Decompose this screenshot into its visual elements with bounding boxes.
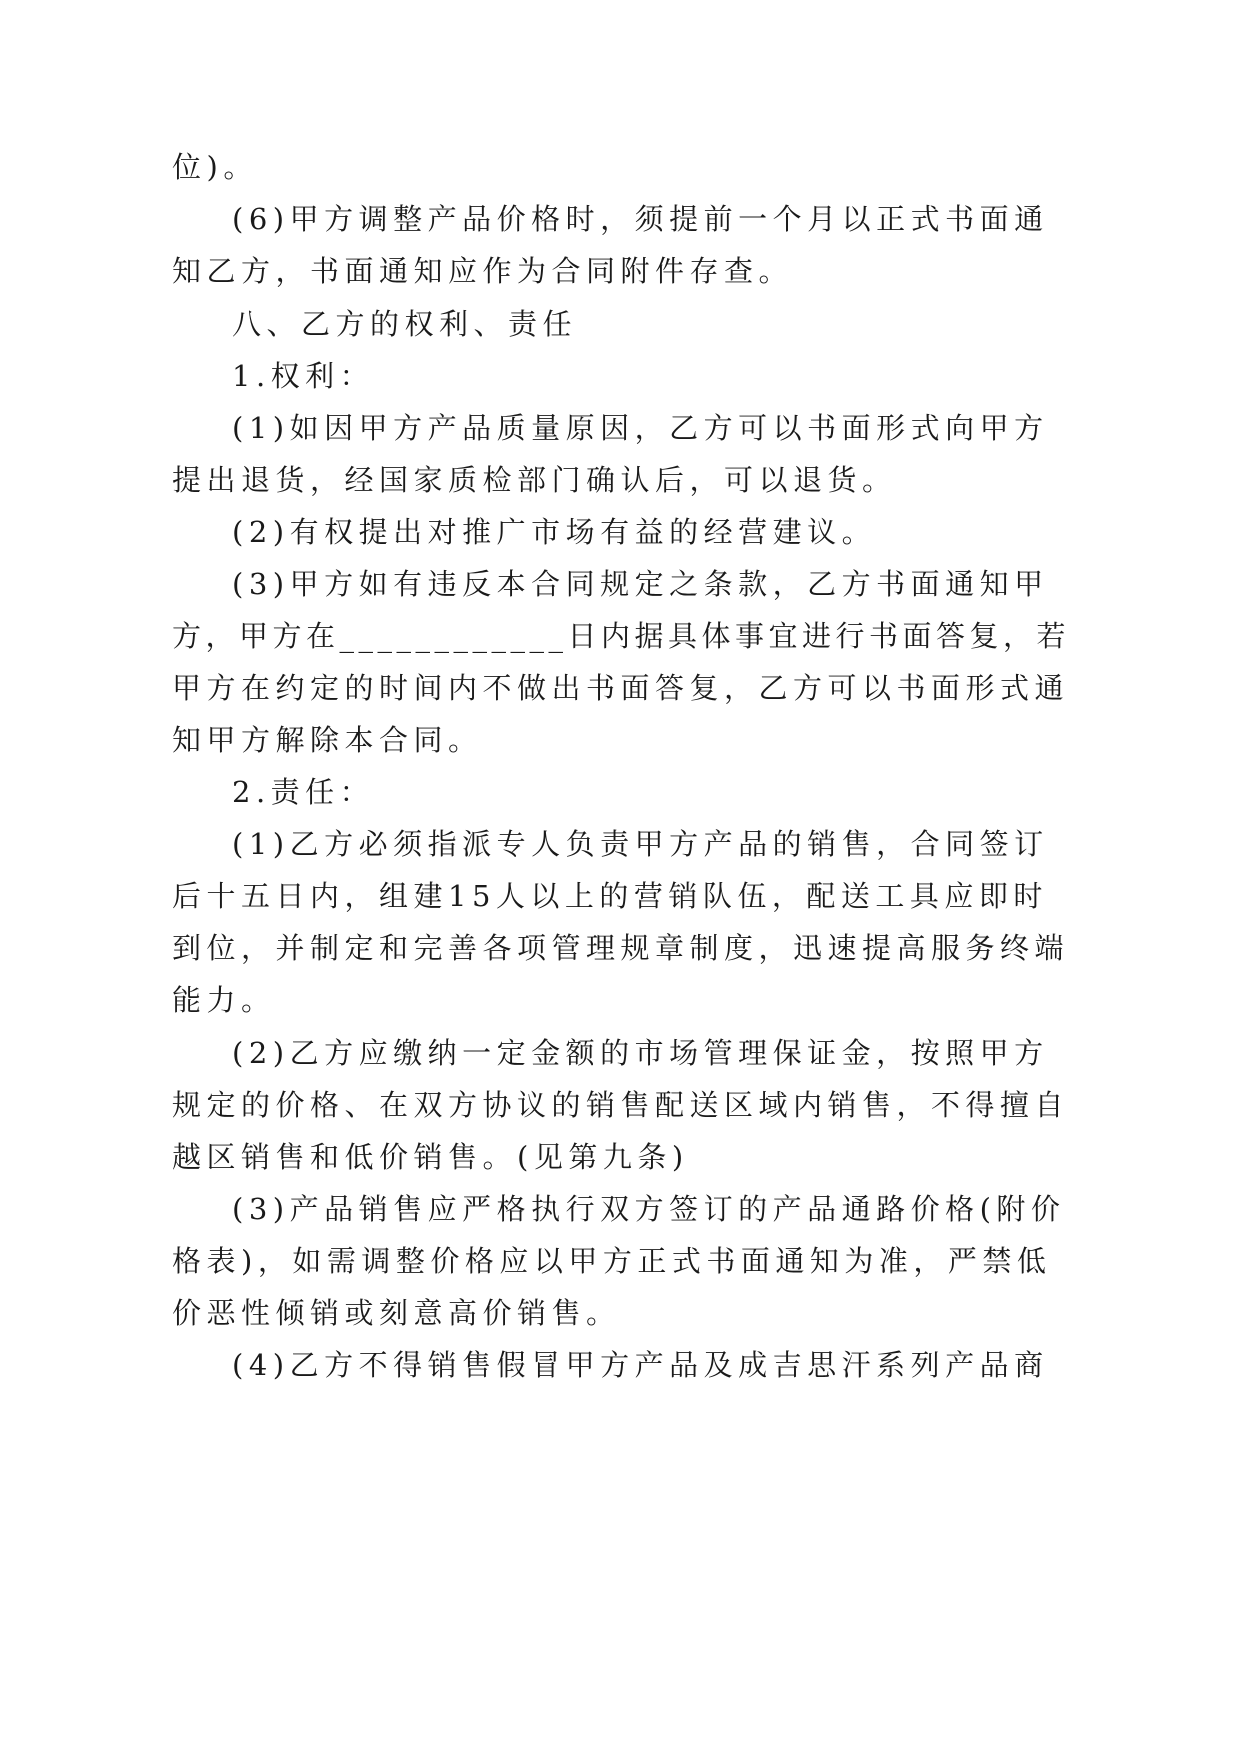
paragraph-line: 能力。 [172,983,276,1017]
paragraph-line: 后十五日内，组建15人以上的营销队伍，配送工具应即时 [172,879,1048,913]
paragraph-line: (2)乙方应缴纳一定金额的市场管理保证金，按照甲方 [232,1036,1049,1070]
paragraph-line: 位)。 [172,150,258,184]
paragraph-line: 规定的价格、在双方协议的销售配送区域内销售，不得擅自 [172,1088,1070,1122]
paragraph-line: 越区销售和低价销售。(见第九条) [172,1140,689,1174]
paragraph-line: 知乙方，书面通知应作为合同附件存查。 [172,254,794,288]
paragraph-line: 甲方在约定的时间内不做出书面答复，乙方可以书面形式通 [172,671,1070,705]
paragraph-line: (2)有权提出对推广市场有益的经营建议。 [232,515,877,549]
subsection-heading: 1.权利： [232,359,375,393]
subsection-heading: 2.责任： [232,775,375,809]
paragraph-line: (1)如因甲方产品质量原因，乙方可以书面形式向甲方 [232,411,1049,445]
paragraph-line: (3)甲方如有违反本合同规定之条款，乙方书面通知甲 [232,567,1049,601]
paragraph-line: 价恶性倾销或刻意高价销售。 [172,1296,621,1330]
paragraph-line: 格表)，如需调整价格应以甲方正式书面通知为准，严禁低 [172,1244,1052,1278]
section-heading: 八、乙方的权利、责任 [232,307,578,341]
paragraph-line: (1)乙方必须指派专人负责甲方产品的销售，合同签订 [232,827,1049,861]
paragraph-line: 方，甲方在____________日内据具体事宜进行书面答复，若 [172,619,1071,653]
paragraph-line: (3)产品销售应严格执行双方签订的产品通路价格(附价 [232,1192,1066,1226]
paragraph-line: (4)乙方不得销售假冒甲方产品及成吉思汗系列产品商 [232,1348,1049,1382]
paragraph-line: 到位，并制定和完善各项管理规章制度，迅速提高服务终端 [172,931,1070,965]
paragraph-line: 提出退货，经国家质检部门确认后，可以退货。 [172,463,897,497]
paragraph-line: 知甲方解除本合同。 [172,723,483,757]
paragraph-line: (6)甲方调整产品价格时，须提前一个月以正式书面通 [232,202,1049,236]
